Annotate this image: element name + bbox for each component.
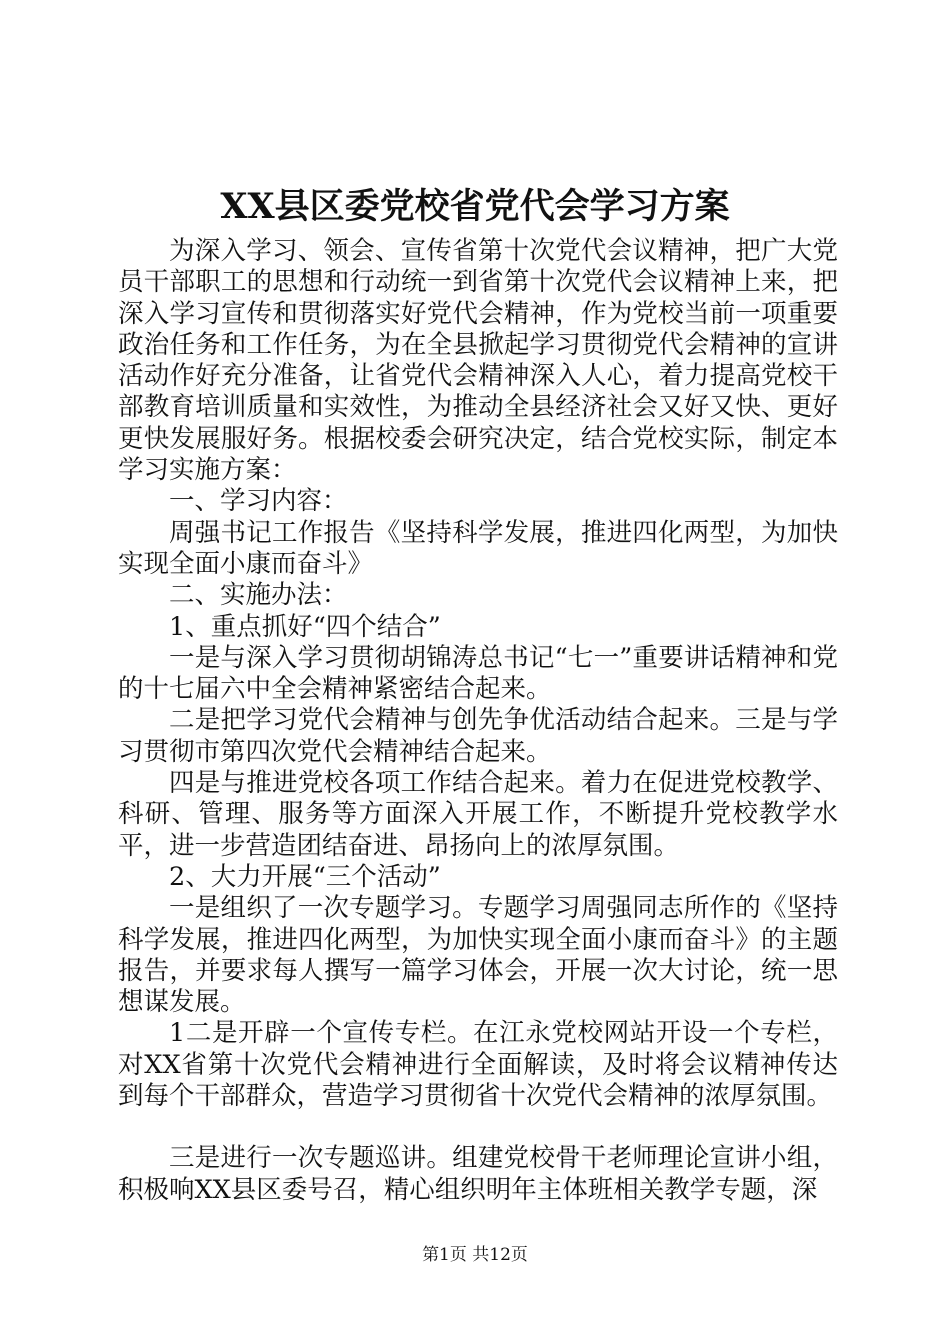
- paragraph-activity-two: 1二是开辟一个宣传专栏。在江永党校网站开设一个专栏，对XX省第十次党代会精神进行全面解读，及时将会议精神传达到每个干部群众，营造学习贯彻省十次党代会精神的浓厚氛围。: [118, 1018, 838, 1112]
- subheading-four-combinations: 1、重点抓好“四个结合”: [169, 611, 441, 642]
- paragraph-report-title: 周强书记工作报告《坚持科学发展，推进四化两型，为加快实现全面小康而奋斗》: [118, 517, 838, 579]
- paragraph-combination-two-three: 二是把学习党代会精神与创先争优活动结合起来。三是与学习贯彻市第四次党代会精神结合起来。: [118, 705, 838, 767]
- paragraph-activity-three: 三是进行一次专题巡讲。组建党校骨干老师理论宣讲小组，积极响XX县区委号召，精心组织明年主体班相关教学专题，深: [118, 1143, 838, 1205]
- page-footer: 第1页 共12页: [422, 1245, 528, 1265]
- paragraph-combination-one: 一是与深入学习贯彻胡锦涛总书记“七一”重要讲话精神和党的十七届六中全会精神紧密结合起来。: [118, 642, 838, 705]
- document-body: [118, 236, 838, 1206]
- paragraph-activity-one: 一是组织了一次专题学习。专题学习周强同志所作的《坚持科学发展，推进四化两型，为加快实现全面小康而奋斗》的主题报告，并要求每人撰写一篇学习体会，开展一次大讨论，统一思想谋发展。: [118, 893, 838, 1018]
- paragraph-spacer: [118, 1112, 838, 1143]
- paragraph-combination-four: 四是与推进党校各项工作结合起来。着力在促进党校教学、科研、管理、服务等方面深入开展工作，不断提升党校教学水平，进一步营造团结奋进、昂扬向上的浓厚氛围。: [118, 768, 838, 861]
- heading-study-content: 一、学习内容：: [169, 486, 348, 517]
- heading-implementation: 二、实施办法：: [169, 580, 348, 611]
- paragraph-intro: 为深入学习、领会、宣传省第十次党代会议精神，把广大党员干部职工的思想和行动统一到省第十次党代会议精神上来，把深入学习宣传和贯彻落实好党代会精神，作为党校当前一项重要政治任务和工作任务，为在全县掀起学习贯彻党代会精神的宣讲活动作好充分准备，让省党代会精神深入人心，着力提高党校干部教育培训质量和实效性，为推动全县经济社会又好又快、更好更快发展服好务。根据校委会研究决定，结合党校实际，制定本学习实施方案：: [118, 236, 838, 486]
- document-title: XX县区委党校省党代会学习方案: [220, 186, 730, 227]
- subheading-three-activities: 2、大力开展“三个活动”: [169, 861, 441, 892]
